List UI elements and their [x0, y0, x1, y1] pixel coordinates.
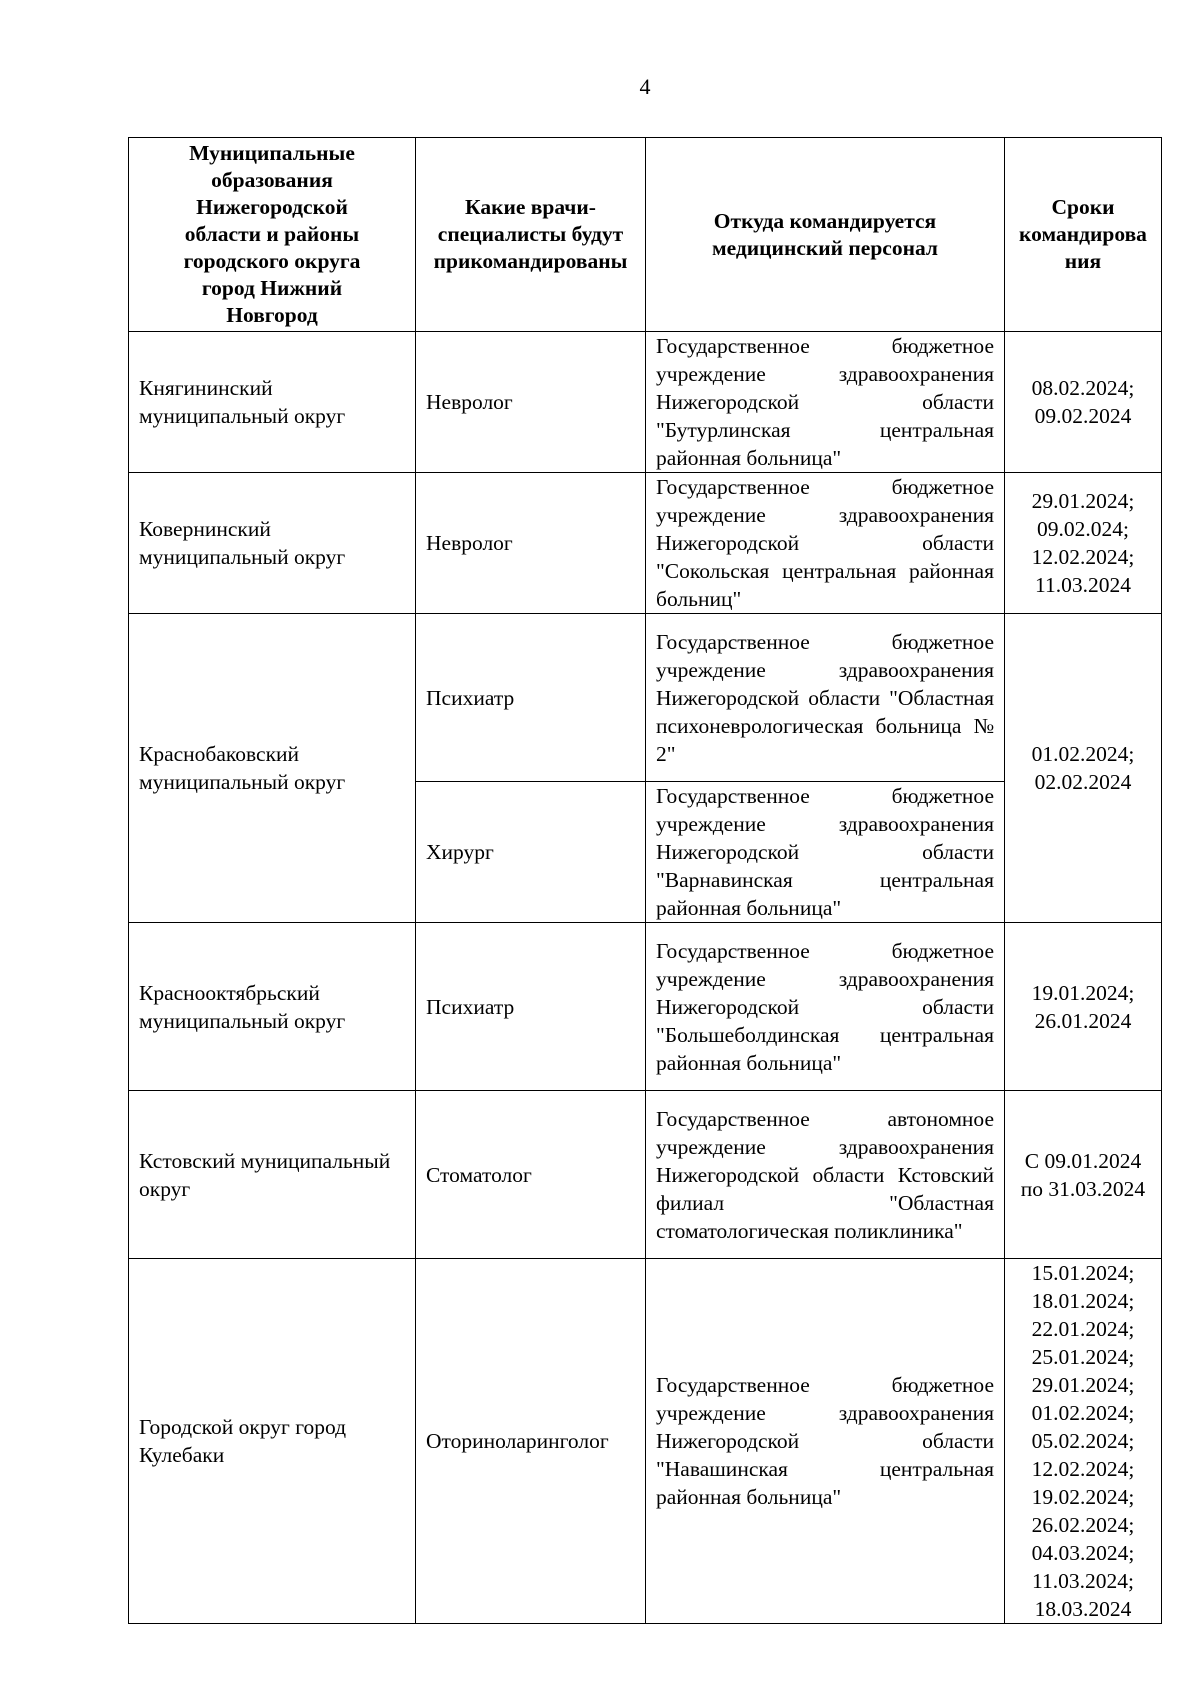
table-header-row: [129, 138, 1162, 332]
specialist-cell: Оториноларинголог: [416, 1259, 646, 1624]
table-row: [129, 473, 1162, 614]
origin-cell: Государственное бюджетное учреждение здравоохранения Нижегородской области "Варнавинская центральная районная больница": [646, 782, 1005, 923]
header-origin: Откуда командируется медицинский персонал: [646, 138, 1005, 332]
table-row: [129, 614, 1162, 782]
origin-cell: Государственное бюджетное учреждение здравоохранения Нижегородской области "Бутурлинская центральная районная больница": [646, 332, 1005, 473]
district-cell: Княгининский муниципальный округ: [129, 332, 416, 473]
dates-cell: 08.02.2024; 09.02.2024: [1005, 332, 1162, 473]
header-municipality: Муниципальные образования Нижегородской области и районы городского округа город Нижний Новгород: [129, 138, 416, 332]
district-cell: Краснобаковский муниципальный округ: [129, 614, 416, 923]
dates-cell: 15.01.2024; 18.01.2024; 22.01.2024; 25.01.2024; 29.01.2024; 01.02.2024; 05.02.2024; 12.02.2024; 19.02.2024; 26.02.2024; 04.03.2024; 11.03.2024; 18.03.2024: [1005, 1259, 1162, 1624]
origin-cell: Государственное бюджетное учреждение здравоохранения Нижегородской области "Большеболдинская центральная районная больница": [646, 923, 1005, 1091]
header-specialists: Какие врачи- специалисты будут прикомандированы: [416, 138, 646, 332]
table-row: [129, 923, 1162, 1091]
origin-cell: Государственное автономное учреждение здравоохранения Нижегородской области Кстовский филиал "Областная стоматологическая поликлиника": [646, 1091, 1005, 1259]
page-number: 4: [639, 74, 651, 99]
origin-cell: Государственное бюджетное учреждение здравоохранения Нижегородской области "Областная психоневрологическая больница № 2": [646, 614, 1005, 782]
district-cell: Ковернинский муниципальный округ: [129, 473, 416, 614]
specialist-cell: Психиатр: [416, 614, 646, 782]
table-row: [129, 332, 1162, 473]
specialist-cell: Психиатр: [416, 923, 646, 1091]
table-row: [129, 1091, 1162, 1259]
origin-cell: Государственное бюджетное учреждение здравоохранения Нижегородской области "Сокольская центральная районная больниц": [646, 473, 1005, 614]
dates-cell: 19.01.2024; 26.01.2024: [1005, 923, 1162, 1091]
origin-cell: Государственное бюджетное учреждение здравоохранения Нижегородской области "Навашинская центральная районная больница": [646, 1259, 1005, 1624]
district-cell: Краснооктябрьский муниципальный округ: [129, 923, 416, 1091]
assignment-table: [128, 137, 1162, 1624]
table-row: [129, 1259, 1162, 1624]
specialist-cell: Невролог: [416, 473, 646, 614]
dates-cell: 29.01.2024; 09.02.024; 12.02.2024; 11.03.2024: [1005, 473, 1162, 614]
specialist-cell: Невролог: [416, 332, 646, 473]
district-cell: Кстовский муниципальный округ: [129, 1091, 416, 1259]
header-period: Сроки командирова ния: [1005, 138, 1162, 332]
specialist-cell: Хирург: [416, 782, 646, 923]
district-cell: Городской округ город Кулебаки: [129, 1259, 416, 1624]
dates-cell: С 09.01.2024 по 31.03.2024: [1005, 1091, 1162, 1259]
specialist-cell: Стоматолог: [416, 1091, 646, 1259]
dates-cell: 01.02.2024; 02.02.2024: [1005, 614, 1162, 923]
